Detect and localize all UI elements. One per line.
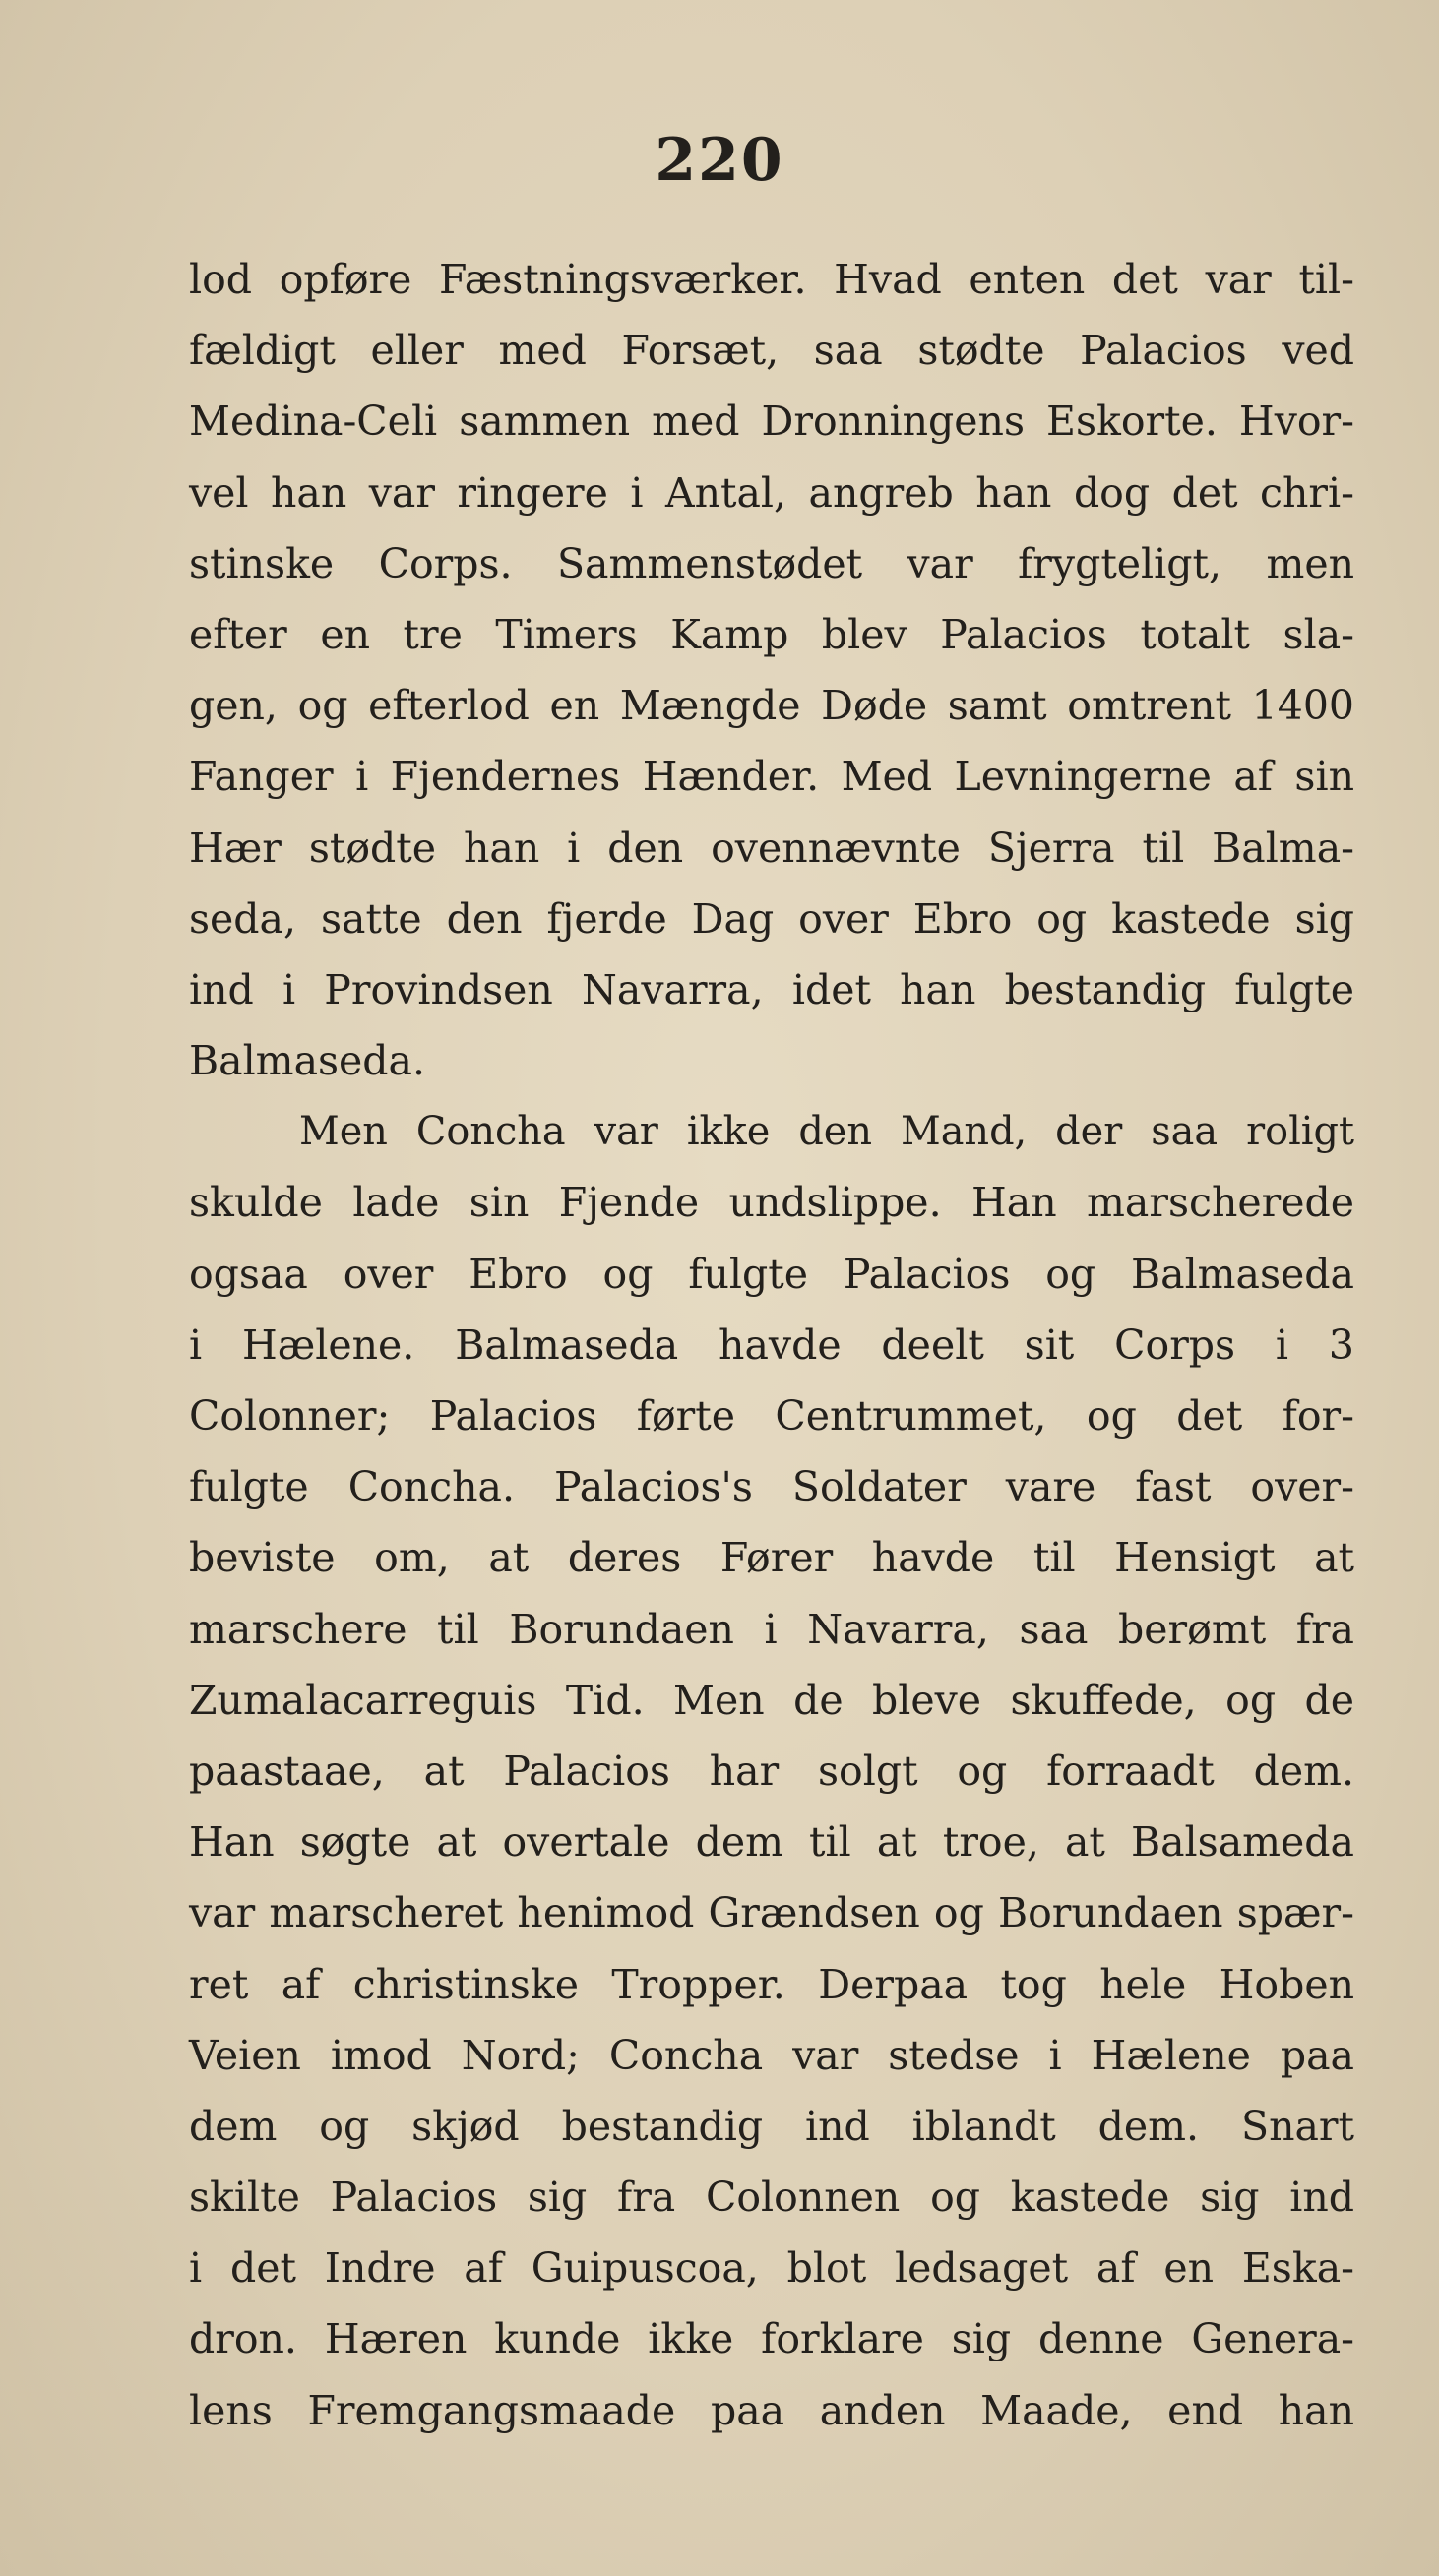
text-line: var marscheret henimod Grændsen og Borundaen spær- — [189, 1889, 1354, 1937]
text-line: Fanger i Fjendernes Hænder. Med Levningerne af sin — [189, 753, 1354, 801]
text-line: skulde lade sin Fjende undslippe. Han marscherede — [189, 1179, 1354, 1227]
text-line: lens Fremgangsmaade paa anden Maade, end han — [189, 2386, 1354, 2434]
text-line: Medina-Celi sammen med Dronningens Eskorte. Hvor- — [189, 398, 1354, 446]
text-line: Men Concha var ikke den Mand, der saa roligt — [299, 1109, 1354, 1155]
text-line: ind i Provindsen Navarra, idet han bestandig fulgte — [189, 965, 1354, 1013]
text-line: vel han var ringere i Antal, angreb han dog det chri- — [189, 468, 1354, 517]
text-line: Hær stødte han i den ovennævnte Sjerra til Balma- — [189, 824, 1354, 872]
text-line: seda, satte den fjerde Dag over Ebro og kastede sig — [189, 894, 1354, 943]
text-line: gen, og efterlod en Mængde Døde samt omtrent 1400 — [189, 682, 1354, 730]
text-line: marschere til Borundaen i Navarra, saa berømt fra — [189, 1605, 1354, 1653]
text-line: Zumalacarreguis Tid. Men de bleve skuffede, og de — [189, 1676, 1354, 1724]
text-line: lod opføre Fæstningsværker. Hvad enten det var til- — [189, 256, 1354, 303]
text-line: fulgte Concha. Palacios's Soldater vare fast over- — [189, 1463, 1354, 1511]
text-line: dron. Hæren kunde ikke forklare sig denne Genera- — [189, 2315, 1354, 2363]
text-line: dem og skjød bestandig ind iblandt dem. Snart — [189, 2102, 1354, 2150]
text-line: fældigt eller med Forsæt, saa stødte Palacios ved — [189, 327, 1354, 375]
text-line: Veien imod Nord; Concha var stedse i Hælene paa — [189, 2031, 1354, 2079]
text-line: i Hælene. Balmaseda havde deelt sit Corps i 3 — [189, 1320, 1354, 1369]
text-line: i det Indre af Guipuscoa, blot ledsaget af en Eska- — [189, 2244, 1354, 2293]
body-text — [189, 244, 1354, 2446]
text-line: beviste om, at deres Fører havde til Hensigt at — [189, 1534, 1354, 1582]
text-line: skilte Palacios sig fra Colonnen og kastede sig ind — [189, 2174, 1354, 2222]
text-line: paastaae, at Palacios har solgt og forraadt dem. — [189, 1747, 1354, 1795]
text-line: efter en tre Timers Kamp blev Palacios totalt sla- — [189, 610, 1354, 658]
text-line: ogsaa over Ebro og fulgte Palacios og Balmaseda — [189, 1250, 1354, 1298]
text-line: stinske Corps. Sammenstødet var frygteligt, men — [189, 539, 1354, 587]
text-line: Colonner; Palacios førte Centrummet, og det for- — [189, 1392, 1354, 1440]
page-number: 220 — [655, 126, 784, 195]
text-line: Balmaseda. — [189, 1037, 426, 1085]
text-line: ret af christinske Tropper. Derpaa tog hele Hoben — [189, 1960, 1354, 2008]
text-line: Han søgte at overtale dem til at troe, at Balsameda — [189, 1818, 1354, 1867]
